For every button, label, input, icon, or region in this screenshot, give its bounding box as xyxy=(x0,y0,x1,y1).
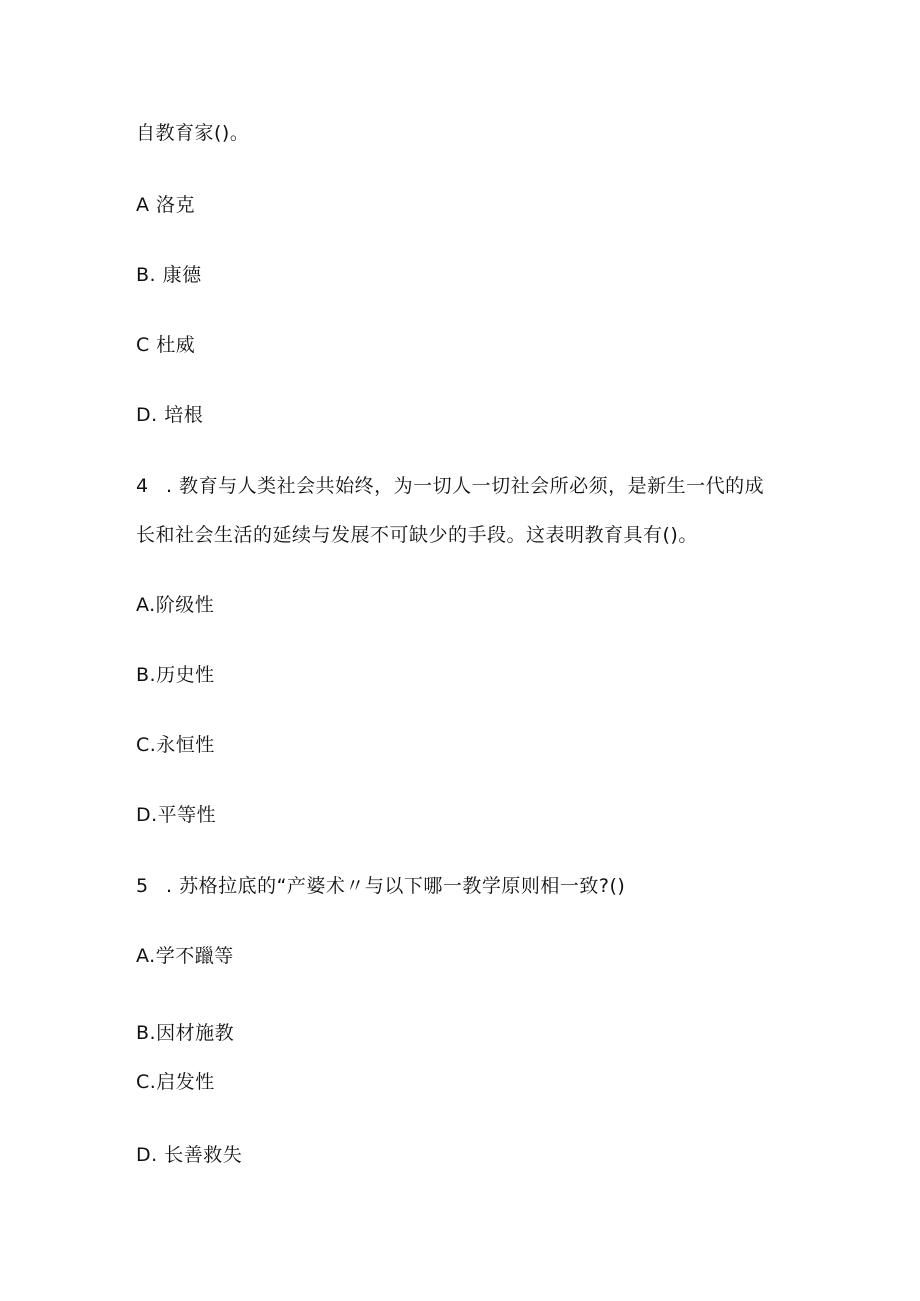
question-4-option-c: C.永恒性 xyxy=(136,734,215,756)
question-5-option-a: A.学不躐等 xyxy=(136,945,234,967)
question-5-number: 5 xyxy=(136,875,149,897)
question-3-option-b: B. 康德 xyxy=(136,264,202,286)
question-5-option-d: D. 长善救失 xyxy=(136,1144,243,1166)
question-3-stem: 自教育家()。 xyxy=(136,122,250,144)
question-5-option-b: B.因材施教 xyxy=(136,1022,235,1044)
question-4-stem-line-2: 长和社会生活的延续与发展不可缺少的手段。这表明教育具有()。 xyxy=(136,524,698,546)
question-4-option-a: A.阶级性 xyxy=(136,594,215,616)
question-3-option-a: A 洛克 xyxy=(136,194,196,216)
question-4-number: 4 xyxy=(136,475,149,497)
question-4-option-b: B.历史性 xyxy=(136,664,215,686)
question-4-stem-line-1 xyxy=(136,473,764,499)
question-5-stem-line xyxy=(136,873,625,899)
question-3-option-c: C 杜威 xyxy=(136,334,196,356)
question-3-option-d: D. 培根 xyxy=(136,404,204,426)
question-5-stem-text: . 苏格拉底的“产婆术〃与以下哪一教学原则相一致?() xyxy=(166,875,626,897)
question-5-option-c: C.启发性 xyxy=(136,1071,215,1093)
question-4-stem-text-1: . 教育与人类社会共始终，为一切人一切社会所必须，是新生一代的成 xyxy=(166,475,765,497)
question-4-option-d: D.平等性 xyxy=(136,804,217,826)
